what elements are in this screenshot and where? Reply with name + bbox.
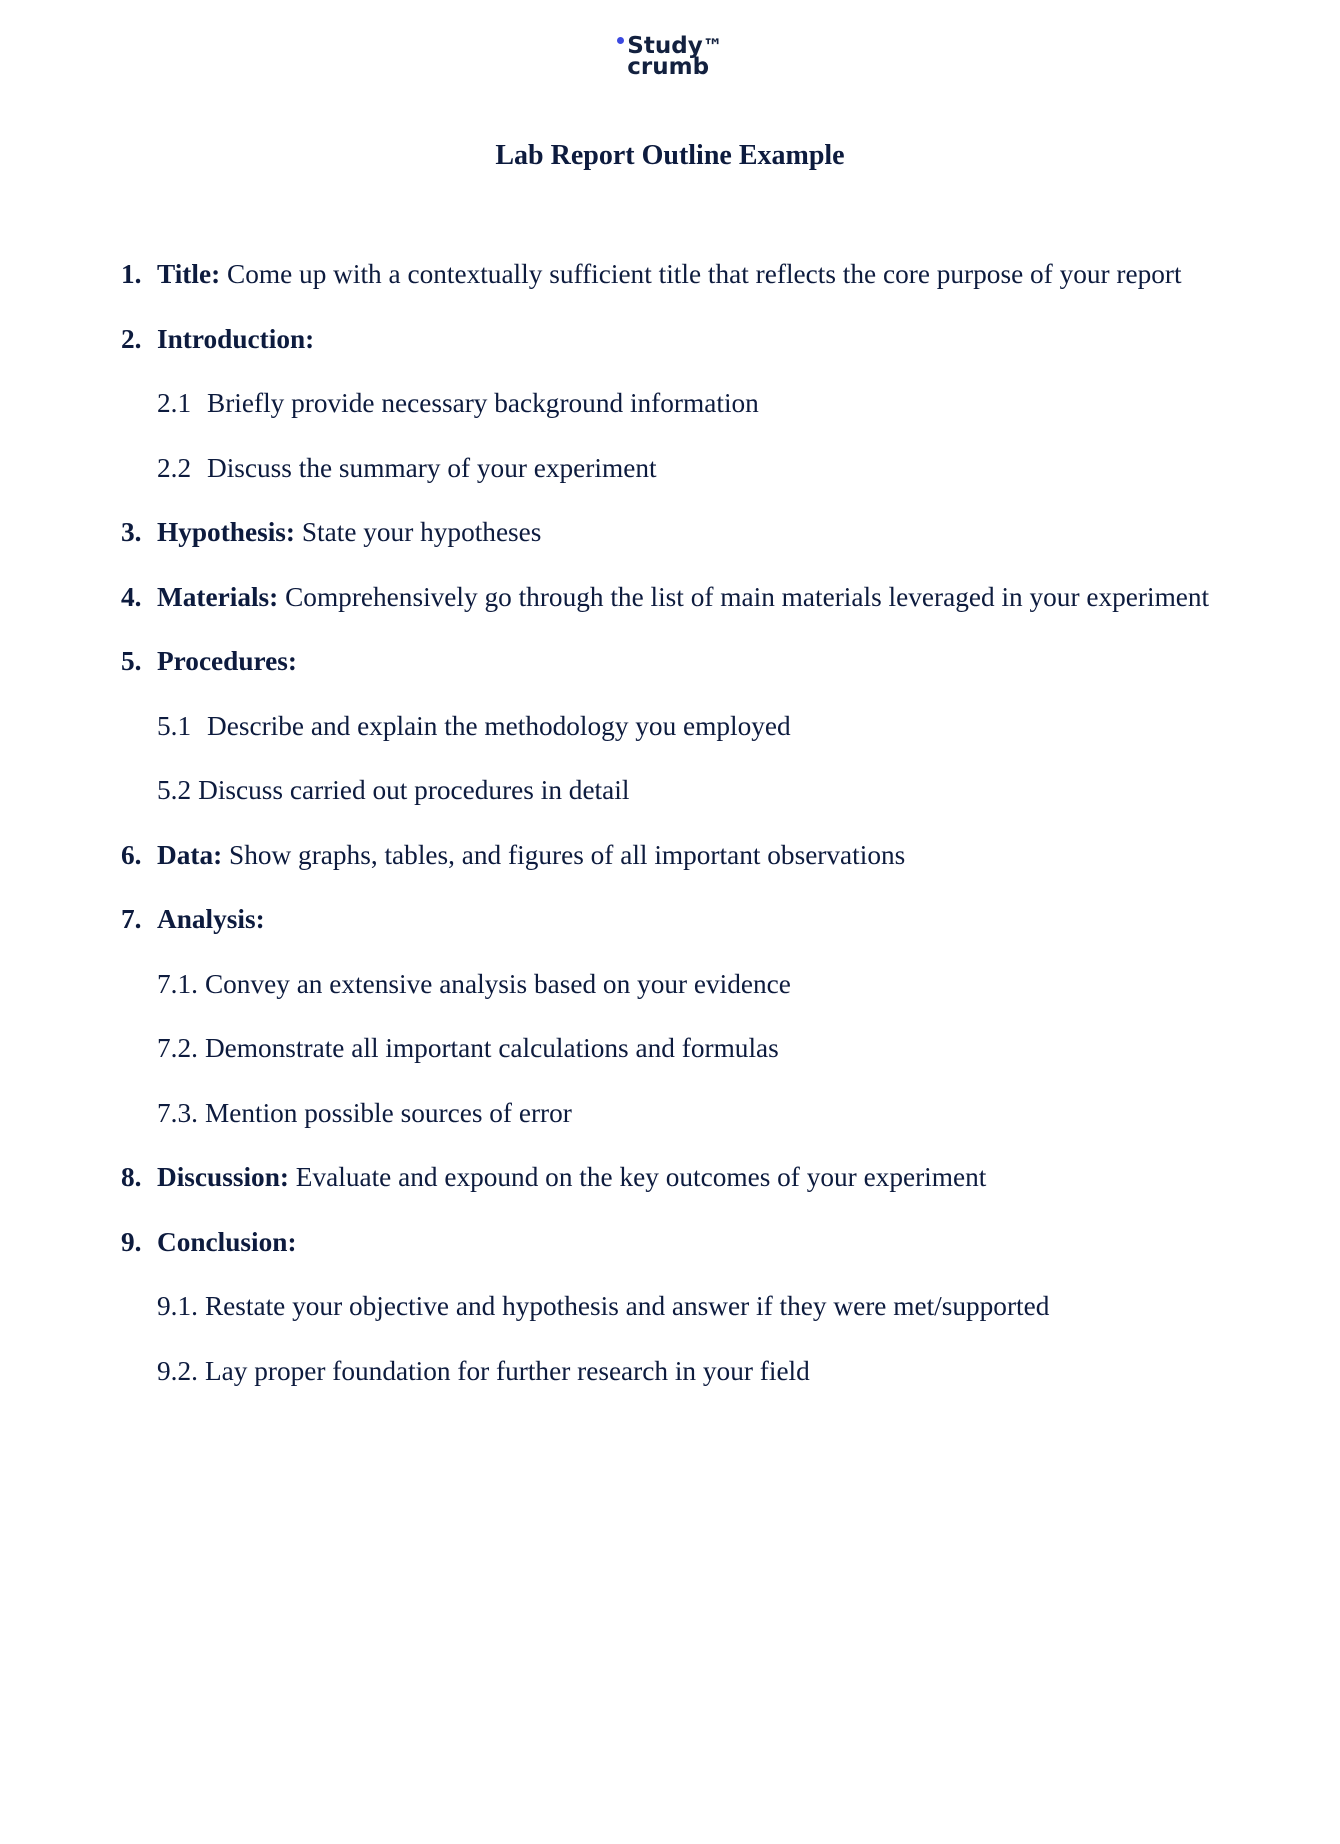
outline-subitem-text: Restate your objective and hypothesis and answer if they were met/supported	[204, 1291, 1050, 1321]
outline-item-label: Procedures:	[157, 646, 297, 676]
outline-item	[121, 500, 1231, 565]
outline-item-text: State your hypotheses	[295, 517, 542, 547]
outline-item-label: Introduction:	[157, 323, 315, 354]
outline-item-text: Comprehensively go through the list of main materials leveraged in your experiment	[278, 581, 1210, 612]
outline-list	[121, 242, 1231, 1403]
outline-item-number: 5.	[121, 646, 142, 676]
outline-item-number: 3.	[121, 517, 142, 547]
outline-item	[121, 629, 1231, 694]
outline-item	[121, 823, 1231, 888]
outline-item	[121, 307, 1231, 372]
outline-subitem-number: 2.1	[157, 388, 192, 418]
outline-subitem	[121, 1016, 1231, 1081]
outline-subitem-number: 5.2	[157, 775, 192, 805]
outline-subitem-text: Discuss the summary of your experiment	[207, 452, 657, 483]
outline-subitem-number: 5.1	[157, 710, 192, 741]
outline-item-label: Analysis:	[157, 904, 265, 934]
logo-dot-icon	[617, 37, 624, 44]
outline-subitem	[121, 1339, 1231, 1404]
outline-item	[121, 887, 1231, 952]
outline-item-text: Come up with a contextually sufficient title that reflects the core purpose of your report	[220, 259, 1182, 289]
outline-subitem	[121, 371, 1231, 436]
outline-subitem	[121, 758, 1231, 823]
logo-line2: crumb	[627, 54, 710, 80]
outline-subitem	[121, 436, 1231, 501]
logo-line1: Study	[627, 33, 703, 59]
outline-item-number: 4.	[121, 581, 142, 612]
outline-subitem-text: Briefly provide necessary background information	[207, 388, 759, 418]
outline-item-label: Discussion:	[157, 1162, 289, 1192]
outline-item-number: 2.	[121, 323, 142, 354]
outline-subitem-text: Convey an extensive analysis based on your evidence	[204, 968, 791, 999]
outline-subitem-text: Mention possible sources of error	[204, 1097, 572, 1128]
outline-subitem	[121, 1081, 1231, 1146]
outline-item-text: Show graphs, tables, and figures of all important observations	[222, 839, 906, 870]
logo-trademark: ™	[702, 34, 723, 58]
outline-subitem	[121, 952, 1231, 1017]
outline-subitem-number: 9.1.	[157, 1291, 198, 1321]
outline-item	[121, 242, 1231, 307]
outline-subitem-number: 7.1.	[157, 968, 198, 999]
outline-item-number: 6.	[121, 839, 142, 870]
studycrumb-logo	[0, 33, 1340, 80]
outline-item-label: Hypothesis:	[157, 517, 296, 547]
outline-item-label: Conclusion:	[157, 1226, 297, 1257]
outline-item-number: 9.	[121, 1226, 142, 1257]
outline-subitem-text: Lay proper foundation for further research in your field	[204, 1355, 810, 1386]
outline-item-label: Data:	[157, 839, 223, 870]
outline-item-number: 8.	[121, 1162, 142, 1192]
outline-item-text: Evaluate and expound on the key outcomes of your experiment	[288, 1162, 987, 1192]
outline-subitem-number: 2.2	[157, 452, 192, 483]
outline-item-number: 7.	[121, 904, 142, 934]
outline-item	[121, 1145, 1231, 1210]
outline-item-label: Materials:	[157, 581, 279, 612]
outline-item	[121, 565, 1231, 630]
outline-subitem-number: 7.2.	[157, 1033, 198, 1063]
outline-subitem	[121, 694, 1231, 759]
outline-subitem-number: 9.2.	[157, 1355, 198, 1386]
page-title: Lab Report Outline Example	[495, 140, 845, 171]
outline-subitem-text: Discuss carried out procedures in detail	[198, 775, 630, 805]
outline-item	[121, 1210, 1231, 1275]
outline-subitem-text: Describe and explain the methodology you employed	[207, 710, 791, 741]
logo-wordmark	[617, 33, 723, 80]
outline-item-number: 1.	[121, 259, 142, 289]
outline-subitem-number: 7.3.	[157, 1097, 198, 1128]
outline-subitem	[121, 1274, 1231, 1339]
outline-subitem-text: Demonstrate all important calculations and formulas	[204, 1033, 779, 1063]
outline-item-label: Title:	[157, 259, 221, 289]
